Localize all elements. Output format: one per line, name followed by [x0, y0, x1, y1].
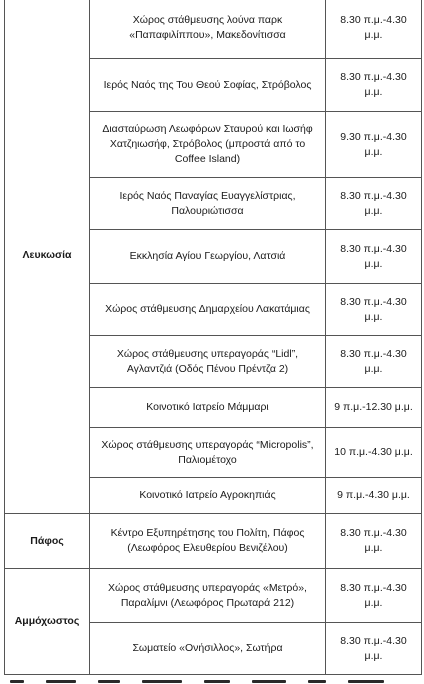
location-cell: Ιερός Ναός της Του Θεού Σοφίας, Στρόβολος — [90, 59, 326, 112]
location-cell: Χώρος στάθμευσης υπεραγοράς «Μετρό», Παραλίμνι (Λεωφόρος Πρωταρά 212) — [90, 569, 326, 623]
hours-cell: 8.30 π.μ.-4.30 μ.μ. — [326, 336, 422, 388]
hours-cell: 8.30 π.μ.-4.30 μ.μ. — [326, 284, 422, 336]
vaccination-schedule-table — [4, 0, 422, 675]
hours-cell: 8.30 π.μ.-4.30 μ.μ. — [326, 623, 422, 675]
table-row — [5, 514, 422, 569]
cut-off-text-line — [0, 676, 424, 684]
hours-cell: 8.30 π.μ.-4.30 μ.μ. — [326, 569, 422, 623]
hours-cell: 8.30 π.μ.-4.30 μ.μ. — [326, 230, 422, 284]
region-cell-nicosia: Λευκωσία — [5, 0, 90, 514]
hours-cell: 9 π.μ.-12.30 μ.μ. — [326, 388, 422, 428]
table-row — [5, 0, 422, 59]
location-cell: Κοινοτικό Ιατρείο Αγροκηπιάς — [90, 478, 326, 514]
region-cell-paphos: Πάφος — [5, 514, 90, 569]
hours-cell: 9 π.μ.-4.30 μ.μ. — [326, 478, 422, 514]
location-cell: Χώρος στάθμευσης υπεραγοράς “Lidl”, Αγλαντζιά (Οδός Πένου Πρέντζα 2) — [90, 336, 326, 388]
location-cell: Χώρος στάθμευσης Δημαρχείου Λακατάμιας — [90, 284, 326, 336]
location-cell: Εκκλησία Αγίου Γεωργίου, Λατσιά — [90, 230, 326, 284]
hours-cell: 8.30 π.μ.-4.30 μ.μ. — [326, 178, 422, 230]
hours-cell: 10 π.μ.-4.30 μ.μ. — [326, 428, 422, 478]
location-cell: Κοινοτικό Ιατρείο Μάμμαρι — [90, 388, 326, 428]
hours-cell: 8.30 π.μ.-4.30 μ.μ. — [326, 514, 422, 569]
location-cell: Χώρος στάθμευσης υπεραγοράς “Micropolis”, Παλιομέτοχο — [90, 428, 326, 478]
table-row — [5, 569, 422, 623]
hours-cell: 9.30 π.μ.-4.30 μ.μ. — [326, 112, 422, 178]
location-cell: Χώρος στάθμευσης λούνα παρκ «Παπαφιλίππου», Μακεδονίτισσα — [90, 0, 326, 59]
region-cell-famagusta: Αμμόχωστος — [5, 569, 90, 675]
hours-cell: 8.30 π.μ.-4.30 μ.μ. — [326, 0, 422, 59]
hours-cell: 8.30 π.μ.-4.30 μ.μ. — [326, 59, 422, 112]
location-cell: Κέντρο Εξυπηρέτησης του Πολίτη, Πάφος (Λεωφόρος Ελευθερίου Βενιζέλου) — [90, 514, 326, 569]
location-cell: Ιερός Ναός Παναγίας Ευαγγελίστριας, Παλουριώτισσα — [90, 178, 326, 230]
location-cell: Σωματείο «Ονήσιλλος», Σωτήρα — [90, 623, 326, 675]
location-cell: Διασταύρωση Λεωφόρων Σταυρού και Ιωσήφ Χατζηιωσήφ, Στρόβολος (μπροστά από το Coffee Island) — [90, 112, 326, 178]
